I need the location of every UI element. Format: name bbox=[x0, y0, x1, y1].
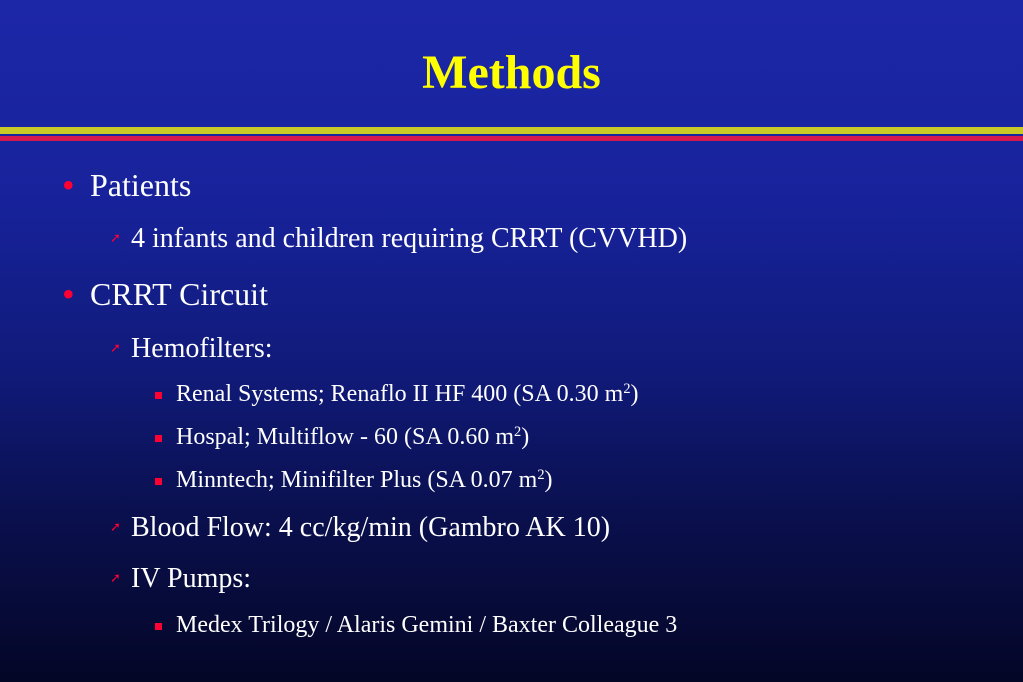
arrow-bullet-icon: ➚ bbox=[110, 571, 121, 586]
bullet-patients-detail: 4 infants and children requiring CRRT (CVVHD) bbox=[131, 223, 688, 254]
bullet-filter-minntech: Minntech; Minifilter Plus (SA 0.07 $m^2$) bbox=[176, 467, 553, 493]
bullet-iv-pumps: IV Pumps: bbox=[131, 563, 252, 594]
slide-title: Methods bbox=[422, 46, 601, 99]
bullet-pumps-detail: Medex Trilogy / Alaris Gemini / Baxter Colleague 3 bbox=[176, 612, 678, 638]
square-bullet-icon bbox=[155, 435, 162, 442]
bullet-filter-hospal: Hospal; Multiflow - 60 (SA 0.60 $m^2$) bbox=[176, 424, 530, 450]
arrow-bullet-icon: ➚ bbox=[110, 341, 121, 356]
square-bullet-icon bbox=[155, 623, 162, 630]
arrow-bullet-icon: ➚ bbox=[110, 231, 121, 246]
bullet-dot-icon: • bbox=[62, 274, 75, 314]
square-bullet-icon bbox=[155, 392, 162, 399]
arrow-bullet-icon: ➚ bbox=[110, 520, 121, 535]
bullet-blood-flow: Blood Flow: 4 cc/kg/min (Gambro AK 10) bbox=[131, 512, 611, 543]
bullet-dot-icon: • bbox=[62, 165, 75, 205]
bullet-patients: Patients bbox=[90, 167, 192, 203]
title-divider-red bbox=[0, 136, 1023, 141]
bullet-filter-renal: Renal Systems; Renaflo II HF 400 (SA 0.30 $m^2$) bbox=[176, 381, 639, 407]
bullet-crrt-circuit: CRRT Circuit bbox=[90, 276, 268, 312]
bullet-hemofilters: Hemofilters: bbox=[131, 333, 273, 364]
square-bullet-icon bbox=[155, 478, 162, 485]
title-divider-yellow bbox=[0, 127, 1023, 134]
